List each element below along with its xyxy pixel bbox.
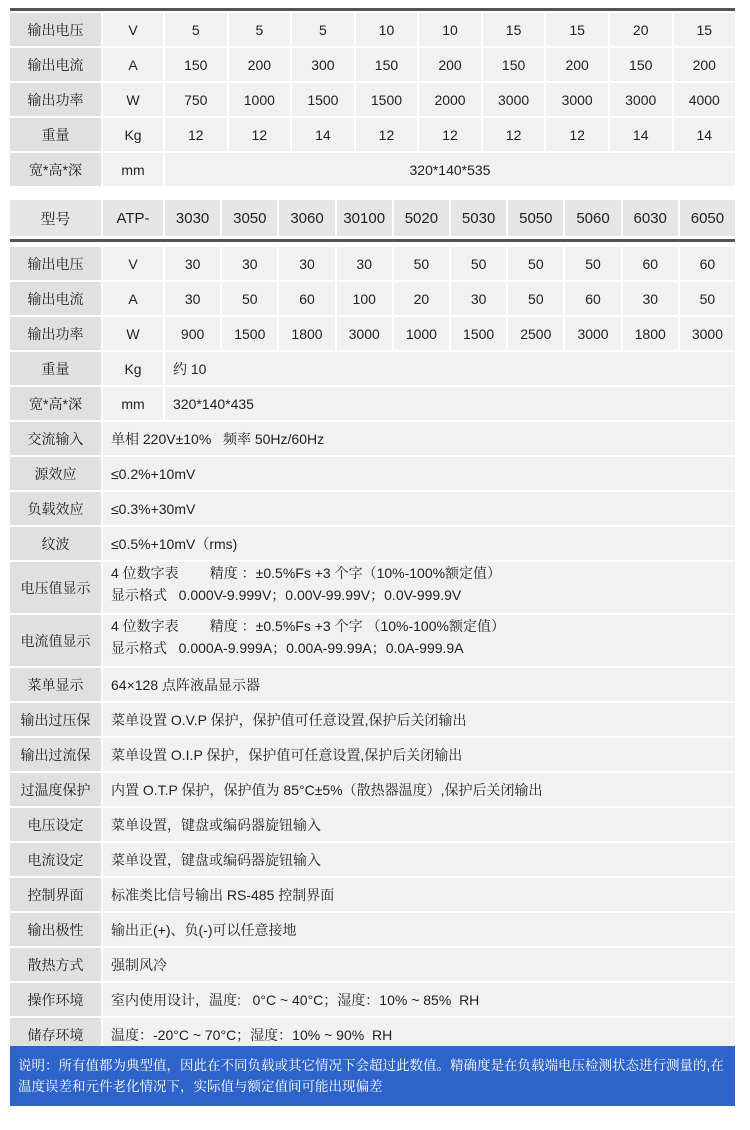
cell: 2000 — [419, 83, 481, 116]
table-row — [10, 118, 735, 151]
spec-row — [10, 738, 735, 771]
cell: 60 — [565, 282, 620, 315]
cell: 1000 — [394, 317, 449, 350]
spec-row — [10, 527, 735, 560]
spec-row — [10, 808, 735, 841]
spec-row — [10, 913, 735, 946]
spec-label: 电压设定 — [10, 808, 101, 841]
cell: 1800 — [623, 317, 678, 350]
spec-value — [103, 615, 735, 666]
spec-value: 内置 O.T.P 保护，保护值为 85°C±5%（散热器温度）,保护后关闭输出 — [103, 773, 735, 806]
cell: 60 — [623, 247, 678, 280]
row-unit: W — [103, 317, 163, 350]
cell: 30 — [279, 247, 334, 280]
spec-row — [10, 703, 735, 736]
row-label: 输出电流 — [10, 48, 101, 81]
spec-row — [10, 457, 735, 490]
cell: 900 — [165, 317, 220, 350]
cell: 1500 — [356, 83, 418, 116]
cell: 15 — [674, 13, 736, 46]
weight-value: 约 10 — [165, 352, 735, 385]
dimensions-value: 320*140*435 — [165, 387, 735, 420]
cell: 12 — [419, 118, 481, 151]
model-cell: 3050 — [222, 200, 277, 236]
cell: 12 — [229, 118, 291, 151]
cell: 50 — [222, 282, 277, 315]
spec-label: 控制界面 — [10, 878, 101, 911]
row-unit: V — [103, 13, 163, 46]
cell: 14 — [292, 118, 354, 151]
spec-value: ≤0.2%+10mV — [103, 457, 735, 490]
model-cell: 6030 — [623, 200, 678, 236]
cell: 3000 — [483, 83, 545, 116]
cell: 12 — [165, 118, 227, 151]
cell: 15 — [546, 13, 608, 46]
cell: 5 — [292, 13, 354, 46]
cell: 150 — [165, 48, 227, 81]
cell: 4000 — [674, 83, 736, 116]
header-row — [10, 200, 735, 236]
model-cell: 5030 — [451, 200, 506, 236]
row-label: 宽*高*深 — [10, 153, 101, 186]
spec-row — [10, 773, 735, 806]
spec-value: 菜单设置 O.I.P 保护，保护值可任意设置,保护后关闭输出 — [103, 738, 735, 771]
spec-value: 室内使用设计，温度: 0°C ~ 40°C；湿度：10% ~ 85% RH — [103, 983, 735, 1016]
cell: 3000 — [337, 317, 392, 350]
spec-value: 强制风冷 — [103, 948, 735, 981]
cell: 200 — [419, 48, 481, 81]
spec-value: ≤0.5%+10mV（rms) — [103, 527, 735, 560]
cell: 5 — [229, 13, 291, 46]
spec-value: 温度：-20°C ~ 70°C；湿度：10% ~ 90% RH — [103, 1018, 735, 1051]
row-label: 输出功率 — [10, 83, 101, 116]
table-row — [10, 282, 735, 315]
cell: 1500 — [292, 83, 354, 116]
spec-label: 储存环境 — [10, 1018, 101, 1051]
spec-label: 源效应 — [10, 457, 101, 490]
model-cell: 30100 — [337, 200, 392, 236]
row-label: 输出电压 — [10, 13, 101, 46]
table-row — [10, 153, 735, 186]
cell: 30 — [337, 247, 392, 280]
cell: 60 — [279, 282, 334, 315]
spec-value — [103, 562, 735, 613]
model-prefix: ATP- — [103, 200, 163, 236]
spec-label: 输出过流保 — [10, 738, 101, 771]
cell: 50 — [451, 247, 506, 280]
row-label: 输出功率 — [10, 317, 101, 350]
spec-table-2 — [10, 247, 735, 1053]
cell: 50 — [394, 247, 449, 280]
cell: 30 — [165, 282, 220, 315]
cell: 200 — [546, 48, 608, 81]
cell: 14 — [610, 118, 672, 151]
spec-label: 负载效应 — [10, 492, 101, 525]
voltage-display-line1: 4 位数字表 精度 ：±0.5%Fs +3 个字（10%-100%额定值） — [111, 565, 502, 581]
cell: 12 — [356, 118, 418, 151]
cell: 150 — [610, 48, 672, 81]
spec-table-1 — [10, 13, 735, 188]
model-cell: 3060 — [279, 200, 334, 236]
table2-header-bar — [10, 239, 735, 242]
spec-label: 输出过压保 — [10, 703, 101, 736]
cell: 50 — [508, 247, 563, 280]
spec-label: 菜单显示 — [10, 668, 101, 701]
cell: 1500 — [451, 317, 506, 350]
spec-row — [10, 843, 735, 876]
current-display-line1: 4 位数字表 精度 ：±0.5%Fs +3 个字 （10%-100%额定值） — [111, 618, 505, 634]
current-display-line2: 显示格式 0.000A-9.999A；0.00A-99.99A；0.0A-999.9A — [111, 640, 464, 656]
spec-label: 输出极性 — [10, 913, 101, 946]
header-label: 型号 — [10, 200, 101, 236]
spec-row — [10, 422, 735, 455]
row-unit: W — [103, 83, 163, 116]
cell: 12 — [546, 118, 608, 151]
spec-value: 菜单设置，键盘或编码器旋钮输入 — [103, 808, 735, 841]
cell: 30 — [451, 282, 506, 315]
cell: 100 — [337, 282, 392, 315]
cell: 5 — [165, 13, 227, 46]
row-unit: Kg — [103, 118, 163, 151]
cell: 200 — [674, 48, 736, 81]
spec-row — [10, 492, 735, 525]
cell: 200 — [229, 48, 291, 81]
cell: 3000 — [610, 83, 672, 116]
spec-value: 64×128 点阵液晶显示器 — [103, 668, 735, 701]
spec-label: 过温度保护 — [10, 773, 101, 806]
model-cell: 5050 — [508, 200, 563, 236]
table-row — [10, 387, 735, 420]
spec-label: 操作环境 — [10, 983, 101, 1016]
row-unit: A — [103, 48, 163, 81]
cell: 60 — [680, 247, 735, 280]
cell: 750 — [165, 83, 227, 116]
row-unit: mm — [103, 387, 163, 420]
spec-row — [10, 615, 735, 666]
row-unit: A — [103, 282, 163, 315]
row-label: 重量 — [10, 118, 101, 151]
row-label: 宽*高*深 — [10, 387, 101, 420]
table-row — [10, 13, 735, 46]
cell: 10 — [419, 13, 481, 46]
spec-table-2-header — [10, 200, 735, 238]
cell: 30 — [623, 282, 678, 315]
cell: 1500 — [222, 317, 277, 350]
table1-top-bar — [10, 8, 735, 11]
disclaimer-note: 说明：所有值都为典型值，因此在不同负载或其它情况下会超过此数值。精确度是在负载端电压检测状态进行测量的,在温度误差和元件老化情况下，实际值与额定值间可能出现偏差 — [10, 1046, 735, 1106]
cell: 2500 — [508, 317, 563, 350]
model-cell: 3030 — [165, 200, 220, 236]
spec-value: 菜单设置 O.V.P 保护，保护值可任意设置,保护后关闭输出 — [103, 703, 735, 736]
spec-label: 散热方式 — [10, 948, 101, 981]
table-row — [10, 352, 735, 385]
model-cell: 5060 — [565, 200, 620, 236]
spec-row — [10, 878, 735, 911]
spec-value: ≤0.3%+30mV — [103, 492, 735, 525]
row-unit: V — [103, 247, 163, 280]
cell: 300 — [292, 48, 354, 81]
table-row — [10, 48, 735, 81]
cell: 20 — [610, 13, 672, 46]
cell: 15 — [483, 13, 545, 46]
model-cell: 6050 — [680, 200, 735, 236]
cell: 3000 — [546, 83, 608, 116]
row-label: 输出电压 — [10, 247, 101, 280]
spec-value: 标准类比信号输出 RS-485 控制界面 — [103, 878, 735, 911]
spec-value: 单相 220V±10% 频率 50Hz/60Hz — [103, 422, 735, 455]
row-unit: Kg — [103, 352, 163, 385]
cell: 150 — [483, 48, 545, 81]
voltage-display-line2: 显示格式 0.000V-9.999V；0.00V-99.99V；0.0V-999.9V — [111, 587, 462, 603]
spec-label: 电压值显示 — [10, 562, 101, 613]
cell: 50 — [508, 282, 563, 315]
cell: 3000 — [565, 317, 620, 350]
cell: 1000 — [229, 83, 291, 116]
cell: 30 — [165, 247, 220, 280]
dimensions-value: 320*140*535 — [165, 153, 735, 186]
spec-row — [10, 983, 735, 1016]
cell: 50 — [565, 247, 620, 280]
row-label: 重量 — [10, 352, 101, 385]
spec-value: 菜单设置，键盘或编码器旋钮输入 — [103, 843, 735, 876]
table-row — [10, 83, 735, 116]
spec-row — [10, 668, 735, 701]
spec-label: 交流输入 — [10, 422, 101, 455]
model-cell: 5020 — [394, 200, 449, 236]
spec-label: 电流值显示 — [10, 615, 101, 666]
cell: 10 — [356, 13, 418, 46]
table-row — [10, 247, 735, 280]
spec-value: 输出正(+)、负(-)可以任意接地 — [103, 913, 735, 946]
spec-label: 电流设定 — [10, 843, 101, 876]
row-label: 输出电流 — [10, 282, 101, 315]
cell: 50 — [680, 282, 735, 315]
cell: 14 — [674, 118, 736, 151]
cell: 12 — [483, 118, 545, 151]
table-row — [10, 317, 735, 350]
cell: 3000 — [680, 317, 735, 350]
cell: 30 — [222, 247, 277, 280]
cell: 20 — [394, 282, 449, 315]
row-unit: mm — [103, 153, 163, 186]
spec-row — [10, 562, 735, 613]
cell: 1800 — [279, 317, 334, 350]
spec-label: 纹波 — [10, 527, 101, 560]
spec-row — [10, 948, 735, 981]
cell: 150 — [356, 48, 418, 81]
